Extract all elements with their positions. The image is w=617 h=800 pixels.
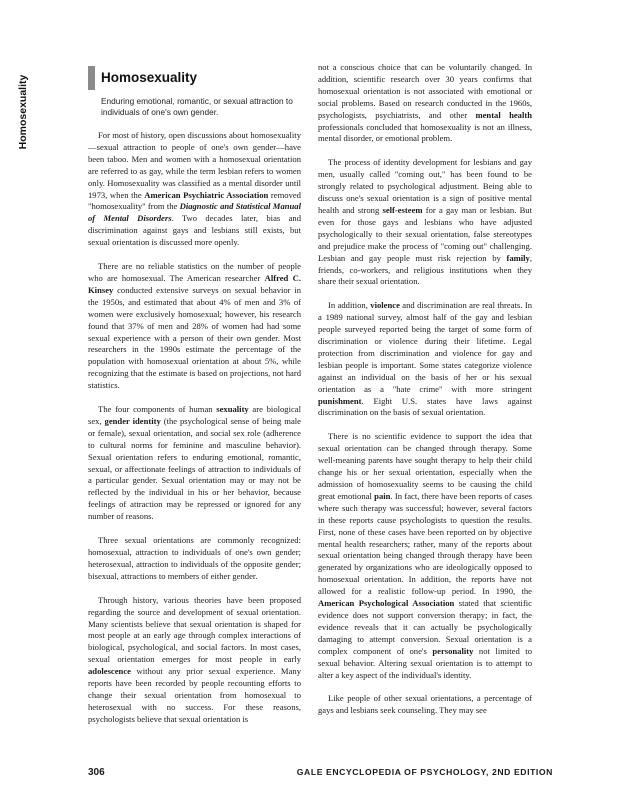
bold-term: sexuality: [216, 404, 249, 415]
text-run: There are no reliable statistics on the number of people who are homosexual. The American researcher: [88, 261, 301, 283]
paragraph: [88, 130, 301, 249]
paragraph: [88, 261, 301, 392]
text-run: conducted extensive surveys on sexual behavior in the 1950s, and estimated that about 4% of men and 3% of women were exclusively homosexual; however, his research found that 37% of men and 28% of women had had some sexual experience with a person of their own gender. Most researchers in the 1990s estimate the percentage of the population with homosexual orientation at about 5%, while recognizing that the estimate is based on projections, not hard statistics.: [88, 284, 301, 391]
text-run: not a conscious choice that can be voluntarily changed. In addition, scientific research over 30 years confirms that homosexual orientation is not associated with emotional or social problems. Based on research conducted in the 1960s, psychologists, psychiatrists, and other: [318, 62, 532, 120]
bold-term: American Psychological Association: [318, 598, 455, 609]
publication-title: GALE ENCYCLOPEDIA OF PSYCHOLOGY, 2ND EDITION: [296, 767, 553, 777]
text-run: In addition,: [328, 300, 371, 311]
text-run: for a gay man or lesbian. But even for those gays and lesbians who have adjusted psychologically to their sexual orientation, false stereotypes and prejudice make the process of "coming out" challenging. Lesbian and gay people must risk rejection by: [318, 204, 532, 263]
left-column-body: [88, 130, 301, 726]
bold-term: family: [506, 252, 530, 263]
entry-definition: Enduring emotional, romantic, or sexual attraction to individuals of one's own gender.: [101, 96, 293, 117]
left-column: [88, 66, 301, 738]
bold-term: adolescence: [88, 666, 131, 677]
paragraph: [88, 404, 301, 523]
right-column: [318, 62, 532, 729]
bold-term: mental health: [475, 109, 532, 120]
page-number: 306: [88, 767, 105, 778]
bold-term: pain: [374, 490, 391, 501]
text-run: Three sexual orientations are commonly recognized: homosexual, attraction to individuals of one's own gender; heterosexual, attraction to individuals of the opposite gender; bisexual, attractions to members of either gender.: [88, 535, 301, 581]
paragraph: [318, 300, 532, 419]
text-run: . Eight U.S. states have laws against discrimination on the basis of sexual orientation.: [318, 395, 532, 418]
bold-italic-title: Diagnostic and Statistical Manual of Mental Disorders: [88, 201, 301, 224]
paragraph: [318, 62, 532, 145]
bold-term: violence: [370, 300, 400, 311]
text-run: are biological sex,: [88, 404, 301, 426]
paragraph: [88, 595, 301, 726]
text-run: (the psychological sense of being male or female), sexual orientation, and social sex role (adherence to cultural norms for feminine and masculine behavior). Sexual orientation refers to enduring emotional, romantic, sexual, or affectionate feelings of attraction to individuals of a particular gender. Sexual orientation may or may not be reflected by the individual in his or her behavior, because feelings of attraction may be repressed or ignored for any number of reasons.: [88, 415, 301, 522]
bold-term: Alfred C. Kinsey: [88, 272, 301, 295]
paragraph: [318, 157, 532, 288]
bold-term: American Psychiatric Association: [144, 189, 269, 200]
text-run: removed "homosexuality" from the: [88, 189, 301, 212]
text-run: There is no scientific evidence to support the idea that sexual orientation can be changed through therapy. Some well-meaning parents have sought therapy to help their child change his or her sexual orientation, especially when the admission of homosexuality seems to be causing the child great emotional: [318, 431, 532, 501]
text-run: For most of history, open discussions about homosexuality—sexual attraction to people of one's own gender—have been taboo. Men and women with a homosexual orientation are referred to as gay, while the term lesbian refers to women only. Homosexuality was classified as a mental disorder until 1973, when the: [88, 130, 301, 200]
right-column-body: [318, 62, 532, 717]
text-run: and discrimination are real threats. In a 1989 national survey, almost half of the gay and lesbian people surveyed reported being the target of some form of discrimination or violence during their lifetime. Legal protection from discrimination and violence for gay and lesbian people is important. Some states categorize violence against an individual on the basis of her or his sexual orientation as a "hate crime" with more stringent: [318, 300, 532, 394]
paragraph: [318, 431, 532, 681]
text-run: stated that scientific evidence does not support conversion therapy; in fact, the evidence reveals that it can actually be psychologically damaging to attempt conversion. Sexual orientation is a complex component of one's: [318, 598, 533, 656]
running-head-text: Homosexuality: [17, 74, 29, 150]
paragraph: [88, 535, 301, 583]
bold-term: gender identity: [104, 415, 161, 426]
text-run: , friends, co-workers, and religious institutions when they share their sexual orientation.: [318, 252, 532, 287]
text-run: not limited to sexual behavior. Altering sexual orientation is to attempt to alter a key aspect of the individual's identity.: [318, 645, 532, 680]
text-run: Through history, various theories have been proposed regarding the source and development of sexual orientation. Many scientists believe that sexual orientation is shaped for most people at an early age through complex interactions of biological, psychological, and social factors. In most cases, sexual orientation emerges for most people in early: [88, 594, 301, 665]
bold-term: personality: [432, 645, 474, 656]
entry-title: Homosexuality: [101, 70, 198, 85]
text-run: . Two decades later, bias and discrimination against gays and lesbians still exists, but sexual orientation is discussed more openly.: [88, 213, 301, 248]
bold-term: punishment: [318, 395, 362, 406]
text-run: The process of identity development for lesbians and gay men, usually called "coming out," has been found to be strongly related to psychological adjustment. Being able to discuss one's sexual orientation is a sign of positive mental health and strong: [318, 157, 532, 215]
header-accent-bar: [88, 66, 95, 90]
bold-term: self-esteem: [382, 204, 423, 215]
text-run: The four components of human: [98, 404, 217, 415]
text-run: professionals concluded that homosexuality is not an illness, mental disorder, or emotional problem.: [318, 121, 532, 144]
text-run: Like people of other sexual orientations, a percentage of gays and lesbians seek counseling. They may see: [318, 693, 532, 716]
paragraph: [318, 693, 532, 717]
text-run: without any prior sexual experience. Many reports have been recorded by people recounting efforts to change their sexual orientation from homosexual to heterosexual with no success. For these reasons, psychologists believe that sexual orientation is: [88, 666, 301, 724]
entry-header: [88, 66, 301, 130]
running-head-vertical: [12, 62, 34, 162]
text-run: . In fact, there have been reports of cases where such therapy was successful; however, several factors in these reports cause psychologists to question the results. First, none of these cases have been reported on by objective mental health researchers; rather, many of the reports about sexual orientation being changed through therapy have been generated by organizations who are ideologically opposed to homosexual orientation. In addition, the reports have not allowed for a realistic follow-up period. In 1990, the: [318, 490, 533, 597]
